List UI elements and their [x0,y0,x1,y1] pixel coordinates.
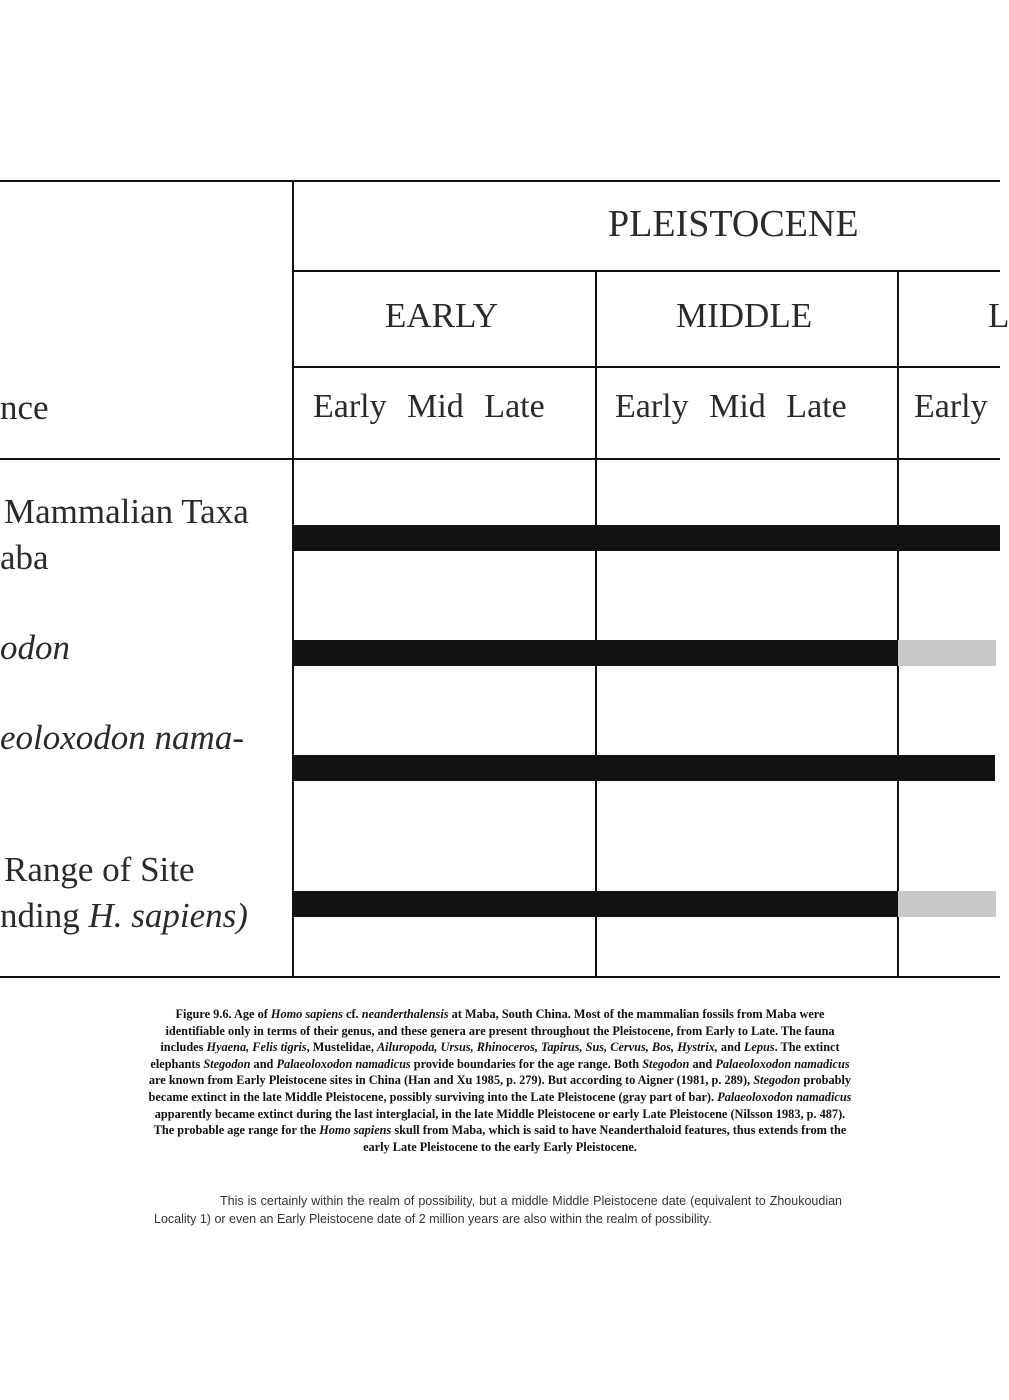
bar-stegodon-gray [898,640,996,666]
bar-site-range-gray [898,891,996,917]
row-label-stegodon: odon [0,628,70,667]
column-label: nce [0,388,49,427]
label-column-divider [292,180,294,978]
table-bottom-border [0,976,1000,978]
header-bottom-border [0,458,1000,460]
epoch-header: PLEISTOCENE [608,203,859,245]
middle-late-divider [897,270,899,978]
early-middle-divider [595,270,597,978]
bar-palaeoloxodon [294,755,995,781]
bar-mammalian-taxa [294,525,1000,551]
stage-header-early: EARLY [385,296,499,335]
row-label-site-range: Range of Site [4,850,195,889]
body-paragraph: This is certainly within the realm of possibility, but a middle Middle Pleistocene date (equivalent to Zhoukoudian Locality 1) or even an Early Pleistocene date of 2 million years are also within the realm of possibility. [154,1194,842,1226]
stage-divider [293,366,1000,368]
bar-site-range [294,891,898,917]
substage-header-middle: Early Mid Late [615,388,847,425]
stage-header-middle: MIDDLE [676,296,813,335]
row-label-maba: aba [0,538,49,577]
epoch-divider [293,270,1000,272]
row-label-palaeoloxodon: eoloxodon nama- [0,718,244,757]
table-top-border [0,180,1000,182]
substage-header-early: Early Mid Late [313,388,545,425]
row-label-mammalian-taxa: Mammalian Taxa [4,492,249,531]
substage-header-late: Early [914,388,988,425]
stage-header-late: L [988,296,1009,335]
bar-stegodon [294,640,898,666]
row-label-hsapiens: nding H. sapiens) [0,896,248,935]
figure-caption: Figure 9.6. Age of Homo sapiens cf. neanderthalensis at Maba, South China. Most of the mammalian fossils from Maba were identifiable only in terms of their genus, and these genera are present throughout the Pleistocene, from Early to Late. The fauna includes Hyaena, Felis tigris, Mustelidae, Ailuropoda, Ursus, Rhinoceros, Tapirus, Sus, Cervus, Bos, Hystrix, and Lepus. The extinct elephants Stegodon and Palaeoloxodon namadicus provide boundaries for the age range. Both Stegodon and Palaeoloxodon namadicus are known from Early Pleistocene sites in China (Han and Xu 1985, p. 279). But according to Aigner (1981, p. 289), Stegodon probably became extinct in the late Middle Pleistocene, possibly surviving into the Late Pleistocene (gray part of bar). Palaeoloxodon namadicus apparently became extinct during the last interglacial, in the late Middle Pleistocene or early Late Pleistocene (Nilsson 1983, p. 487). The probable age range for the Homo sapiens skull from Maba, which is said to have Neanderthaloid features, thus extends from the early Late Pleistocene to the early Early Pleistocene. [148,1007,852,1154]
